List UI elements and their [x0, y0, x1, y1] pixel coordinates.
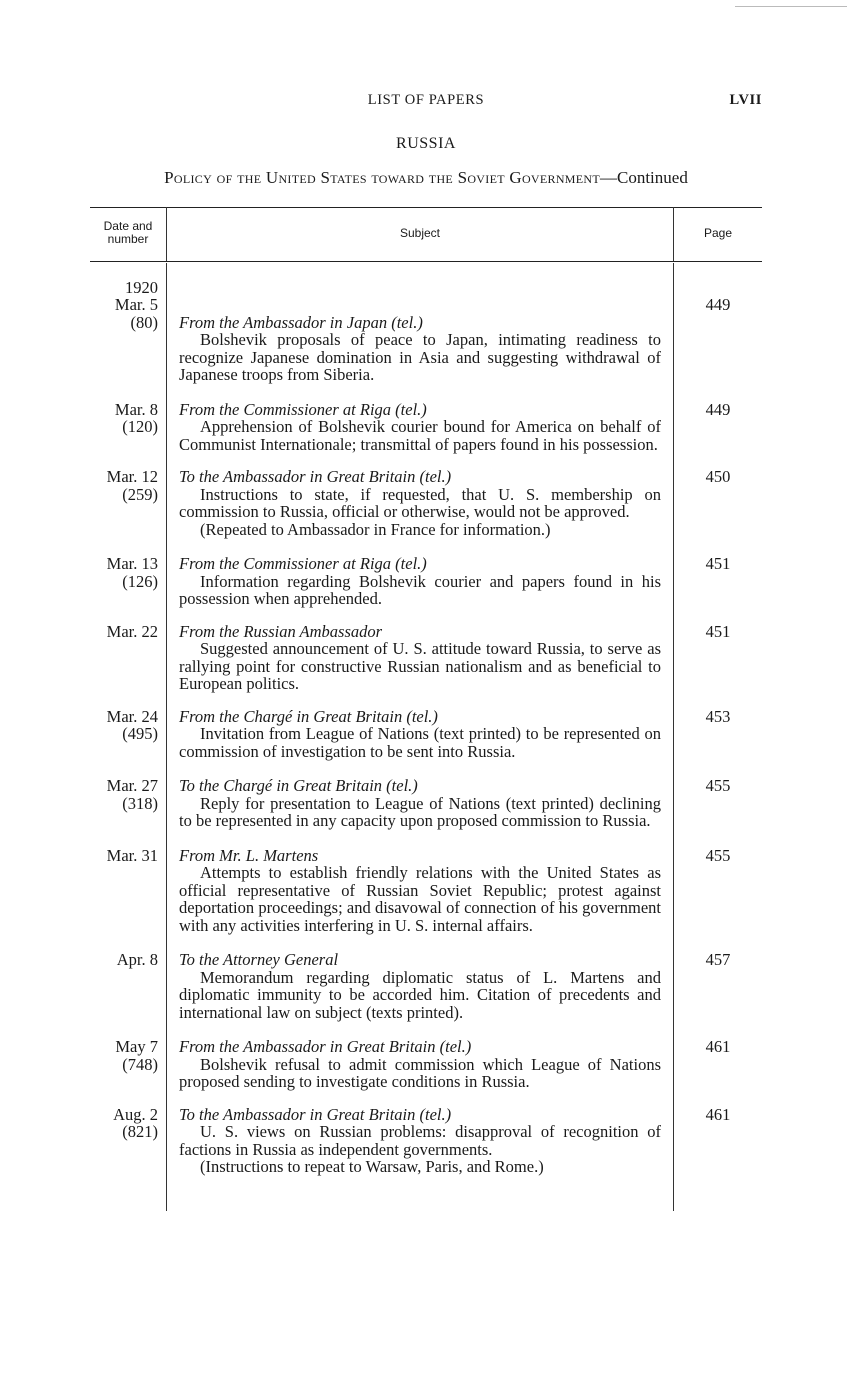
- entry-number: (80): [130, 312, 158, 332]
- entry-date: [90, 708, 158, 743]
- entry-subject: [179, 401, 661, 454]
- entry-summary: Apprehension of Bolshevik courier bound for America on behalf of Communist Internationale; transmittal of papers found in his possession.: [179, 417, 661, 454]
- column-header-subject: Subject: [399, 226, 441, 240]
- entry-number: (495): [122, 724, 158, 743]
- entry-date-text: Mar. 13: [106, 554, 158, 573]
- entry-page: 449: [705, 399, 731, 419]
- section-heading: [90, 168, 762, 188]
- entry-date-text: Mar. 24: [106, 706, 158, 726]
- table-top-rule: [90, 207, 762, 208]
- entry-from: From the Commissioner at Riga (tel.): [179, 554, 427, 573]
- entry-from: From Mr. L. Martens: [179, 845, 319, 865]
- entry-from: To the Ambassador in Great Britain (tel.): [179, 467, 452, 486]
- entry-page: 455: [705, 776, 731, 795]
- entry-summary: Information regarding Bolshevik courier and papers found in his possession when apprehended.: [179, 571, 661, 608]
- entry-number: (126): [122, 571, 158, 591]
- entry-date: [90, 847, 158, 865]
- entry-number: (120): [122, 417, 158, 436]
- header-divider-left: [166, 207, 167, 261]
- entry-date-text: May 7: [115, 1037, 158, 1056]
- entry-summary: Bolshevik refusal to admit commission which League of Nations proposed sending to investigate conditions in Russia.: [179, 1054, 661, 1091]
- entry-page: 450: [705, 467, 731, 486]
- table-row: [0, 847, 854, 935]
- entry-from: From the Commissioner at Riga (tel.): [179, 399, 427, 419]
- entry-date-text: Aug. 2: [113, 1104, 158, 1124]
- entry-summary: Suggested announcement of U. S. attitude toward Russia, to serve as rallying point for constructive Russian nationalism and as beneficial to European politics.: [179, 639, 661, 693]
- entry-subject: [179, 777, 661, 830]
- table-row: [0, 708, 854, 761]
- entry-date: [90, 468, 158, 503]
- table-row: [0, 401, 854, 454]
- column-header-page: Page: [703, 226, 733, 240]
- running-head: [90, 92, 762, 112]
- page-number: LVII: [729, 92, 762, 108]
- section-title: Policy of the United States toward the Soviet Government: [164, 168, 600, 187]
- entry-number: (821): [122, 1122, 158, 1141]
- entry-summary: Memorandum regarding diplomatic status of L. Martens and diplomatic immunity to be accorded him. Citation of precedents and international law on subject (texts printed).: [179, 967, 661, 1022]
- country-heading: RUSSIA: [396, 135, 456, 152]
- entry-from: From the Ambassador in Japan (tel.): [179, 312, 423, 332]
- entry-date: [90, 623, 158, 641]
- column-header-date: Date and number: [103, 219, 153, 246]
- entry-subject: [179, 847, 661, 935]
- entry-from: To the Chargé in Great Britain (tel.): [179, 776, 418, 795]
- header-divider-right: [673, 207, 674, 261]
- entry-subject: [179, 1106, 661, 1176]
- table-row: [0, 1106, 854, 1176]
- table-row: [0, 1038, 854, 1091]
- entry-date-text: Mar. 8: [114, 399, 158, 419]
- entry-subject: [179, 1038, 661, 1091]
- entry-number: (748): [122, 1054, 158, 1074]
- entry-summary: U. S. views on Russian problems: disapproval of recognition of factions in Russia as independent governments.: [179, 1122, 661, 1159]
- entry-page: 455: [705, 845, 731, 865]
- table-header-rule: [90, 261, 762, 262]
- entry-page: 461: [705, 1104, 731, 1124]
- entry-from: From the Ambassador in Great Britain (tel.): [179, 1037, 472, 1056]
- entry-note: (Repeated to Ambassador in France for information.): [200, 519, 551, 539]
- entry-from: To the Ambassador in Great Britain (tel.): [179, 1104, 452, 1124]
- entry-date: [90, 555, 158, 590]
- entry-summary: Instructions to state, if requested, that U. S. membership on commission to Russia, official or otherwise, would not be approved.: [179, 484, 661, 521]
- entry-subject: [179, 623, 661, 693]
- entry-subject: [179, 314, 661, 384]
- table-row: [0, 468, 854, 538]
- entries-list: [0, 277, 854, 1176]
- entry-date-text: Apr. 8: [116, 950, 158, 969]
- entry-subject: [179, 951, 661, 1021]
- table-row: [0, 623, 854, 693]
- entry-date-text: Mar. 27: [106, 776, 158, 795]
- entry-date: [90, 1038, 158, 1073]
- entry-date: [90, 279, 158, 332]
- table-row: [0, 277, 854, 384]
- entry-page: 449: [705, 295, 731, 314]
- entry-from: To the Attorney General: [179, 950, 339, 969]
- entry-subject: [179, 708, 661, 761]
- entry-date-text: Mar. 12: [106, 467, 158, 486]
- entry-number: (318): [122, 793, 158, 813]
- entry-summary: Reply for presentation to League of Nations (text printed) declining to be represented in any capacity upon proposed commission to Russia.: [179, 793, 661, 830]
- entry-page: 457: [705, 950, 731, 969]
- table-row: [0, 777, 854, 830]
- entry-summary: Bolshevik proposals of peace to Japan, intimating readiness to recognize Japanese domination in Asia and suggesting withdrawal of Japanese troops from Siberia.: [179, 330, 661, 384]
- entry-date: [90, 1106, 158, 1141]
- entry-date: [90, 401, 158, 436]
- entry-date-text: Mar. 22: [106, 621, 158, 641]
- entry-page: 451: [705, 621, 731, 641]
- entry-from: From the Russian Ambassador: [179, 621, 383, 641]
- entry-date-text: Mar. 31: [106, 845, 158, 865]
- entry-subject: [179, 468, 661, 538]
- section-continued: —Continued: [599, 168, 688, 187]
- entry-date: [90, 777, 158, 812]
- entry-number: (259): [122, 484, 158, 504]
- table-row: [0, 555, 854, 608]
- scan-edge-rule: [735, 6, 847, 7]
- entry-page: 451: [705, 554, 731, 573]
- entry-year: 1920: [125, 277, 158, 297]
- entry-note: (Instructions to repeat to Warsaw, Paris, and Rome.): [200, 1157, 544, 1176]
- entry-date-text: Mar. 5: [114, 295, 158, 314]
- entry-from: From the Chargé in Great Britain (tel.): [179, 706, 438, 726]
- running-head-title: LIST OF PAPERS: [367, 92, 485, 108]
- entry-date: [90, 951, 158, 969]
- entry-summary: Attempts to establish friendly relations with the United States as official representative of Russian Soviet Republic; protest against deportation proceedings; and disavowal of connection of his government with any activities interfering in U. S. internal affairs.: [179, 863, 661, 935]
- entry-summary: Invitation from League of Nations (text printed) to be represented on commission of investigation to be sent into Russia.: [179, 724, 661, 761]
- entry-subject: [179, 555, 661, 608]
- entry-page: 461: [705, 1037, 731, 1056]
- entry-page: 453: [705, 706, 731, 726]
- table-row: [0, 951, 854, 1021]
